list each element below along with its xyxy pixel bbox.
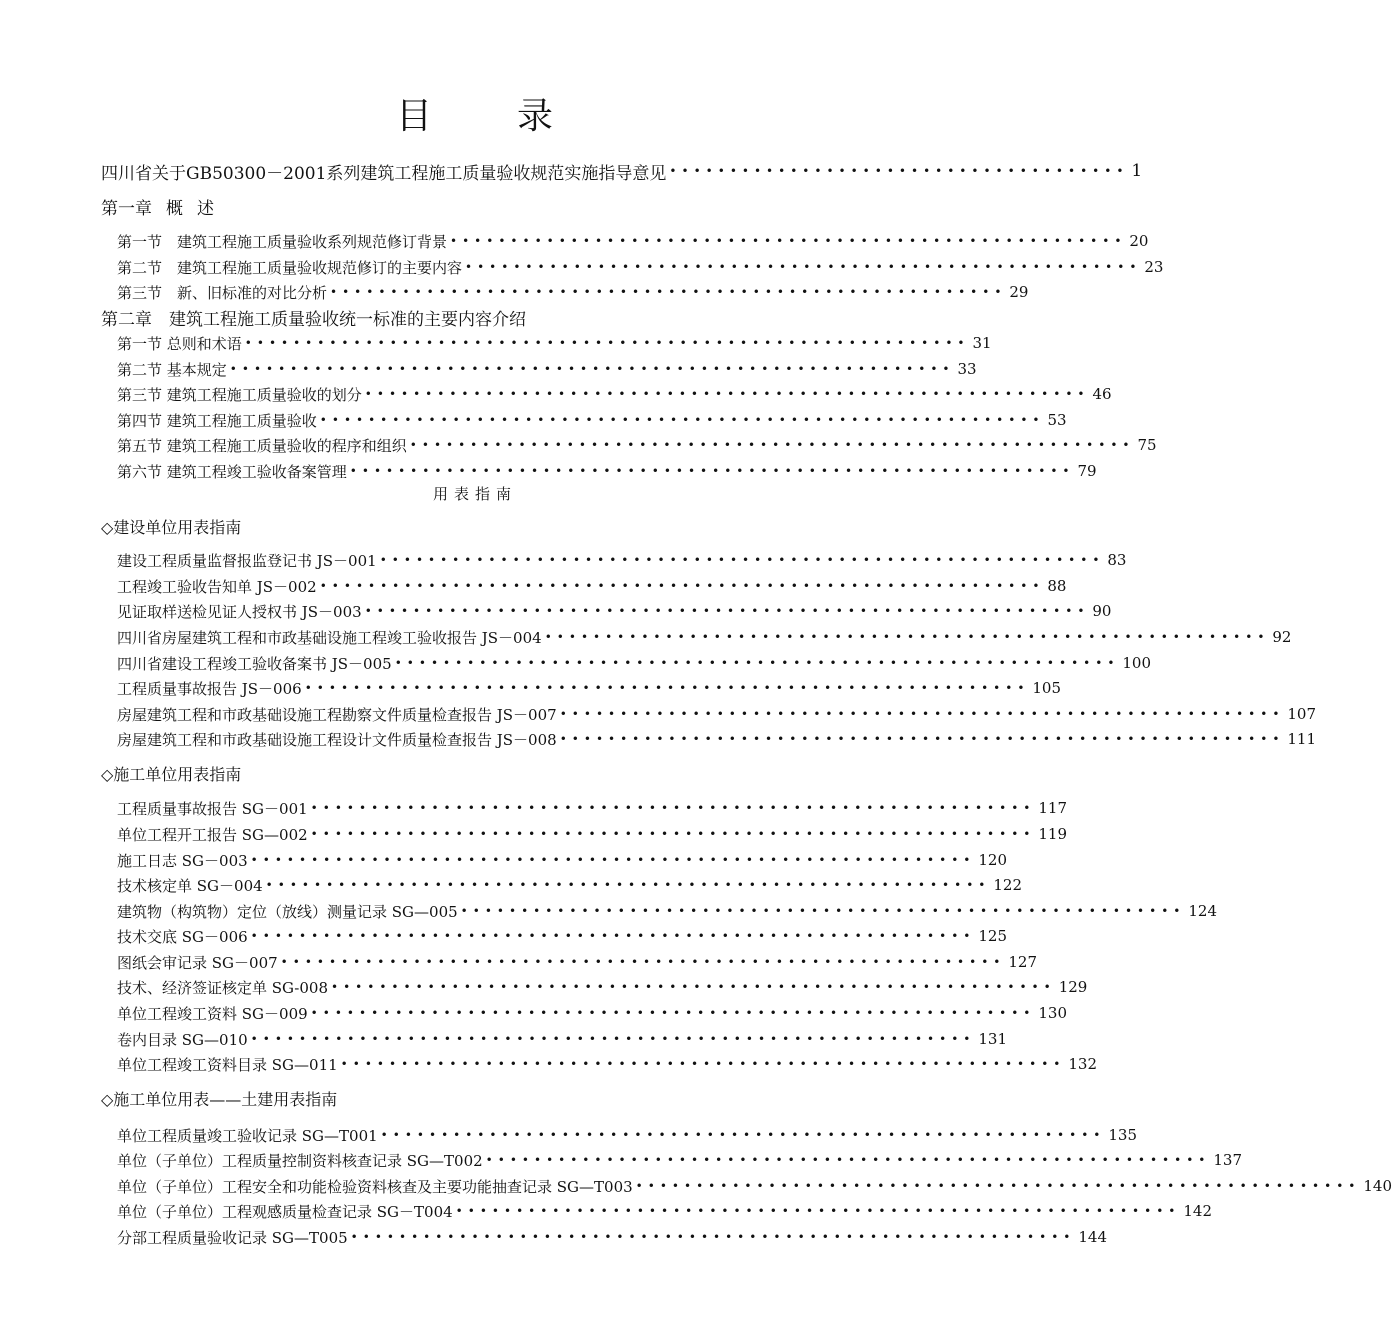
toc-page-number: 142	[1183, 1202, 1212, 1220]
toc-page-number: 111	[1287, 730, 1317, 748]
toc-entry-text: 建设工程质量监督报监登记书 JS－001	[117, 551, 377, 570]
leader-dots: ••••••••••••••••••••••••••••••••••••••••••••••••••••••••••••	[250, 1032, 976, 1046]
toc-entry[interactable]	[117, 382, 1112, 406]
leader-dots: ••••••••••••••••••••••••••••••••••••••••••••••••••••••••••••	[319, 413, 1045, 427]
leader-dots: ••••••••••••••••••••••••••••••••••••••••••••••••••••••••••••	[280, 955, 1006, 969]
toc-page-number: 135	[1108, 1126, 1137, 1144]
toc-entry-text: 建筑物（构筑物）定位（放线）测量记录 SG—005	[117, 902, 458, 921]
toc-page-number: 1	[1131, 161, 1143, 181]
toc-entry[interactable]	[117, 1148, 1242, 1172]
leader-dots: ••••••••••••••••••••••••••••••••••••••••••••••••••••••••	[450, 234, 1127, 248]
toc-entry-text: 工程质量事故报告 SG－001	[117, 799, 308, 818]
leader-dots: ••••••••••••••••••••••••••••••••••••••••••••••••••••••••••••	[635, 1179, 1361, 1193]
toc-entry-intro[interactable]	[101, 159, 1143, 184]
leader-dots: ••••••••••••••••••••••••••••••••••••••••••••••••••••••••••••	[544, 630, 1270, 644]
toc-entry-text: 第五节 建筑工程施工质量验收的程序和组织	[117, 436, 407, 455]
leader-dots: ••••••••••••••••••••••••••••••••••••••••••••••••••••••••	[330, 285, 1007, 299]
toc-page-number: 124	[1188, 902, 1217, 920]
toc-page-number: 140	[1363, 1177, 1392, 1195]
toc-entry[interactable]	[117, 357, 977, 381]
toc-entry-text: 技术交底 SG－006	[117, 927, 248, 946]
toc-entry[interactable]	[117, 459, 1097, 483]
toc-page-number: 122	[993, 876, 1022, 894]
toc-entry[interactable]	[117, 822, 1067, 846]
toc-page-number: 20	[1129, 232, 1149, 250]
toc-entry[interactable]	[117, 727, 1317, 751]
toc-entry-text: 四川省关于GB50300－2001系列建筑工程施工质量验收规范实施指导意见	[101, 163, 667, 184]
toc-page-number: 130	[1038, 1004, 1067, 1022]
leader-dots: ••••••••••••••••••••••••••••••••••••••••••••••••••••••••••••	[310, 827, 1036, 841]
toc-entry-text: 第四节 建筑工程施工质量验收	[117, 411, 317, 430]
section-heading-js[interactable]: ◇建设单位用表指南	[101, 518, 242, 537]
chapter-heading-2[interactable]: 第二章 建筑工程施工质量验收统一标准的主要内容介绍	[101, 310, 526, 330]
toc-entry-text: 第二节 基本规定	[117, 360, 227, 379]
leader-dots: ••••••••••••••••••••••••••••••••••••••••••••••••••••••••••••	[350, 1230, 1076, 1244]
section-heading-tj[interactable]: ◇施工单位用表——土建用表指南	[101, 1090, 338, 1109]
toc-entry[interactable]	[117, 702, 1317, 726]
section-heading-sg[interactable]: ◇施工单位用表指南	[101, 765, 242, 784]
toc-entry-text: 单位工程开工报告 SG—002	[117, 825, 308, 844]
toc-page-number: 79	[1077, 462, 1097, 480]
toc-entry-text: 图纸会审记录 SG－007	[117, 953, 278, 972]
toc-entry[interactable]	[117, 848, 1007, 872]
leader-dots: ••••••••••••••••••••••••••••••••••••••••••••••••••••••••••••	[310, 1006, 1036, 1020]
toc-entry[interactable]	[117, 433, 1157, 457]
toc-page-number: 33	[957, 360, 977, 378]
page-title: 目 录	[395, 96, 555, 137]
leader-dots: ••••••••••••••••••••••••••••••••••••••••••••••••••••••••••••	[265, 878, 991, 892]
leader-dots: ••••••••••••••••••••••••••••••••••••••••••••••••••••••••••••	[379, 553, 1105, 567]
toc-page-number: 120	[978, 851, 1007, 869]
toc-page-number: 23	[1144, 258, 1164, 276]
toc-entry[interactable]	[117, 255, 1164, 279]
leader-dots: ••••••••••••••••••••••••••••••••••••••••••••••••••••••••••••	[380, 1128, 1106, 1142]
toc-entry[interactable]	[117, 408, 1067, 432]
toc-entry[interactable]	[117, 651, 1152, 675]
leader-dots: ••••••••••••••••••••••••••••••••••••••••••••••••••••••••••••	[244, 336, 970, 350]
toc-page-number: 31	[972, 334, 992, 352]
toc-entry-text: 第六节 建筑工程竣工验收备案管理	[117, 462, 347, 481]
toc-entry[interactable]	[117, 1174, 1392, 1198]
leader-dots: ••••••••••••••••••••••••••••••••••••••••••••••••••••••••••••	[364, 387, 1090, 401]
toc-entry-text: 技术、经济签证核定单 SG-008	[117, 978, 329, 997]
toc-entry[interactable]	[117, 599, 1112, 623]
toc-entry[interactable]	[117, 676, 1062, 700]
toc-entry-text: 四川省房屋建筑工程和市政基础设施工程竣工验收报告 JS－004	[117, 628, 542, 647]
leader-dots: ••••••••••••••••••••••••••••••••••••••••••••••••••••••••••••	[409, 438, 1135, 452]
toc-entry-text: 第一节 总则和术语	[117, 334, 242, 353]
toc-entry[interactable]	[117, 1199, 1212, 1223]
toc-entry-text: 第二节 建筑工程施工质量验收规范修订的主要内容	[117, 258, 463, 277]
leader-dots: ••••••••••••••••••••••••••••••••••••••••••••••••••••••••	[465, 260, 1142, 274]
toc-entry-text: 卷内目录 SG—010	[117, 1030, 248, 1049]
leader-dots: ••••••••••••••••••••••••••••••••••••••	[669, 164, 1129, 178]
toc-entry[interactable]	[117, 1225, 1107, 1249]
leader-dots: ••••••••••••••••••••••••••••••••••••••••••••••••••••••••••••	[319, 579, 1045, 593]
toc-entry[interactable]	[117, 1052, 1097, 1076]
toc-entry[interactable]	[117, 924, 1007, 948]
toc-page-number: 75	[1137, 436, 1157, 454]
toc-entry-text: 房屋建筑工程和市政基础设施工程设计文件质量检查报告 JS－008	[117, 730, 557, 749]
leader-dots: ••••••••••••••••••••••••••••••••••••••••••••••••••••••••••••	[310, 801, 1036, 815]
toc-entry[interactable]	[117, 899, 1217, 923]
toc-entry-text: 四川省建设工程竣工验收备案书 JS－005	[117, 654, 392, 673]
toc-entry[interactable]	[117, 1123, 1137, 1147]
toc-entry[interactable]	[117, 873, 1022, 897]
leader-dots: ••••••••••••••••••••••••••••••••••••••••••••••••••••••••••••	[485, 1153, 1211, 1167]
toc-page-number: 132	[1068, 1055, 1097, 1073]
toc-page-number: 29	[1009, 283, 1029, 301]
toc-entry-text: 第三节 建筑工程施工质量验收的划分	[117, 385, 362, 404]
leader-dots: ••••••••••••••••••••••••••••••••••••••••••••••••••••••••••••	[455, 1204, 1181, 1218]
toc-entry-text: 单位（子单位）工程安全和功能检验资料核查及主要功能抽查记录 SG—T003	[117, 1177, 633, 1196]
toc-entry-text: 单位（子单位）工程观感质量检查记录 SG－T004	[117, 1202, 453, 1221]
leader-dots: ••••••••••••••••••••••••••••••••••••••••••••••••••••••••••••	[394, 656, 1120, 670]
toc-entry-text: 第三节 新、旧标准的对比分析	[117, 283, 328, 302]
leader-dots: ••••••••••••••••••••••••••••••••••••••••••••••••••••••••••••	[364, 604, 1090, 618]
toc-page-number: 107	[1287, 705, 1317, 723]
toc-page-number: 83	[1107, 551, 1127, 569]
toc-entry-text: 分部工程质量验收记录 SG—T005	[117, 1228, 348, 1247]
toc-entry[interactable]	[117, 331, 992, 355]
toc-page-number: 92	[1272, 628, 1292, 646]
toc-page-number: 105	[1032, 679, 1062, 697]
toc-entry-text: 单位（子单位）工程质量控制资料核查记录 SG—T002	[117, 1151, 483, 1170]
leader-dots: ••••••••••••••••••••••••••••••••••••••••••••••••••••••••••••	[340, 1057, 1066, 1071]
toc-entry[interactable]	[117, 229, 1149, 253]
leader-dots: ••••••••••••••••••••••••••••••••••••••••••••••••••••••••••••	[250, 929, 976, 943]
toc-page-number: 125	[978, 927, 1007, 945]
toc-page-number: 119	[1038, 825, 1067, 843]
toc-entry[interactable]	[117, 950, 1037, 974]
toc-entry[interactable]	[117, 574, 1067, 598]
leader-dots: ••••••••••••••••••••••••••••••••••••••••••••••••••••••••••••	[331, 980, 1056, 994]
toc-entry[interactable]	[117, 548, 1127, 572]
toc-page-number: 137	[1213, 1151, 1242, 1169]
toc-page-number: 53	[1047, 411, 1067, 429]
toc-entry[interactable]	[117, 975, 1088, 999]
leader-dots: ••••••••••••••••••••••••••••••••••••••••••••••••••••••••••••	[460, 904, 1186, 918]
toc-entry-text: 工程竣工验收告知单 JS－002	[117, 577, 317, 596]
leader-dots: ••••••••••••••••••••••••••••••••••••••••••••••••••••••••••••	[559, 732, 1285, 746]
toc-entry-text: 工程质量事故报告 JS－006	[117, 679, 302, 698]
toc-page-number: 46	[1092, 385, 1112, 403]
leader-dots: ••••••••••••••••••••••••••••••••••••••••••••••••••••••••••••	[250, 853, 976, 867]
toc-page-number: 127	[1008, 953, 1037, 971]
leader-dots: ••••••••••••••••••••••••••••••••••••••••••••••••••••••••••••	[229, 362, 955, 376]
toc-page-number: 129	[1058, 978, 1088, 996]
leader-dots: ••••••••••••••••••••••••••••••••••••••••••••••••••••••••••••	[559, 707, 1285, 721]
toc-entry[interactable]	[117, 280, 1029, 304]
toc-entry[interactable]	[117, 1001, 1067, 1025]
toc-entry-text: 单位工程质量竣工验收记录 SG—T001	[117, 1126, 378, 1145]
leader-dots: ••••••••••••••••••••••••••••••••••••••••••••••••••••••••••••	[304, 681, 1030, 695]
leader-dots: ••••••••••••••••••••••••••••••••••••••••••••••••••••••••••••	[349, 464, 1075, 478]
toc-page-number: 100	[1122, 654, 1152, 672]
toc-entry-text: 单位工程竣工资料 SG－009	[117, 1004, 308, 1023]
toc-entry[interactable]	[117, 1027, 1007, 1051]
toc-entry-text: 第一节 建筑工程施工质量验收系列规范修订背景	[117, 232, 448, 251]
toc-entry-text: 施工日志 SG－003	[117, 851, 248, 870]
toc-page-number: 117	[1038, 799, 1067, 817]
toc-page-number: 90	[1092, 602, 1112, 620]
toc-entry-text: 见证取样送检见证人授权书 JS－003	[117, 602, 362, 621]
toc-entry[interactable]	[117, 796, 1067, 820]
toc-entry[interactable]	[117, 625, 1292, 649]
toc-page-number: 88	[1047, 577, 1067, 595]
toc-entry-text: 技术核定单 SG－004	[117, 876, 263, 895]
toc-entry-text: 单位工程竣工资料目录 SG—011	[117, 1055, 338, 1074]
chapter-heading-1[interactable]: 第一章 概 述	[101, 199, 214, 219]
toc-entry-text: 房屋建筑工程和市政基础设施工程勘察文件质量检查报告 JS－007	[117, 705, 557, 724]
toc-page-number: 131	[978, 1030, 1007, 1048]
toc-page-number: 144	[1078, 1228, 1107, 1246]
guide-heading: 用表指南	[432, 485, 517, 503]
